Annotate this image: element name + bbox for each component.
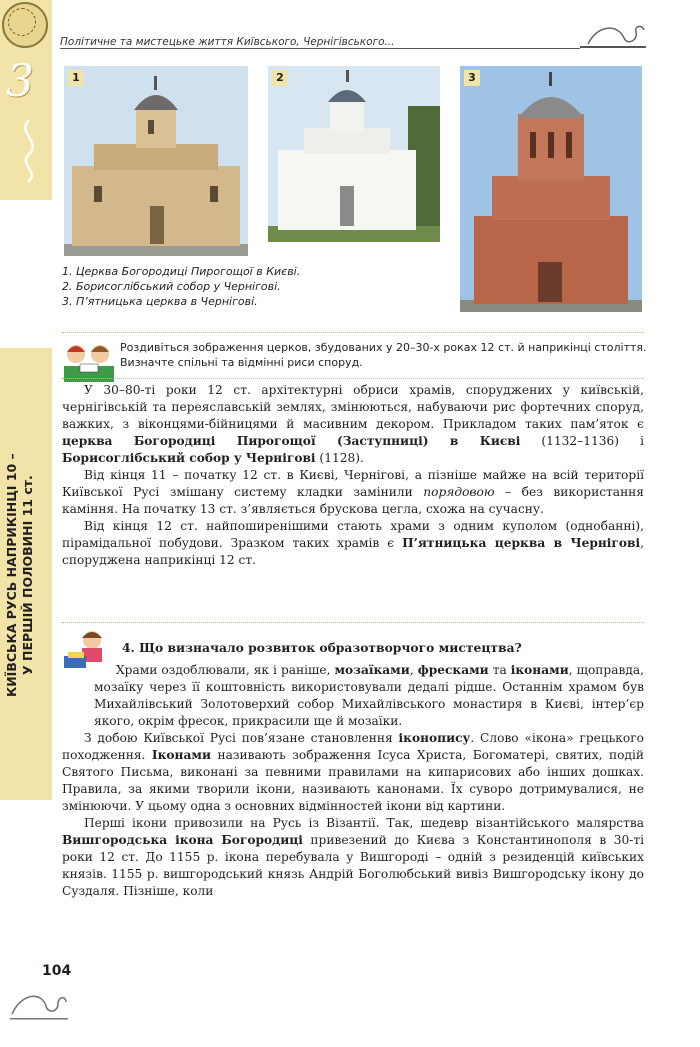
s4-paragraph-3 xyxy=(62,815,644,900)
figure-captions xyxy=(62,264,300,309)
p3-text-a: Від кінця 12 ст. найпоширенішими стають храми з одним куполом (однобанні), пірамідальної побудови. Зразком таких храмів є xyxy=(62,519,644,550)
sidebar-title-line2: У ПЕРШІЙ ПОЛОВИНІ 11 ст. xyxy=(20,475,35,675)
task-divider-top xyxy=(62,332,644,333)
p2-text-a: Від кінця 11 – початку 12 ст. в Києві, Чернігові, а пізніше майже на всій території Київської Русі змішану систему кладки замінили xyxy=(62,468,644,499)
s4-paragraph-2 xyxy=(62,730,644,815)
s4p1-bold-icons: іконами xyxy=(510,663,569,677)
paragraph-2 xyxy=(62,467,644,518)
sidebar-title-line1: КИЇВСЬКА РУСЬ НАПРИКІНЦІ 10 – xyxy=(4,453,19,697)
header-flourish-icon xyxy=(578,20,648,56)
photo-piatnytska-church xyxy=(460,66,642,312)
s4p2-text-c: . Слово «ікона» грецького походження. xyxy=(62,731,644,762)
s4p3-bold-vyshhorod-icon: Вишгородська ікона Богородиці xyxy=(62,833,303,847)
s4p3-text-a: Перші ікони привозили на Русь із Візантії. Так, шедевр візантійського малярства xyxy=(84,816,644,830)
s4p2-text-a: З добою Київської Русі пов’язане становлення xyxy=(84,731,399,745)
photo-borysohlibskyi-cathedral xyxy=(268,66,440,242)
section-heading: 4. Що визначало розвиток образотворчого мистецтва? xyxy=(122,640,522,655)
task-text: Роздивіться зображення церков, збудованих у 20–30-х роках 12 ст. й наприкінці століття. Визначте спільні та відмінні риси споруд. xyxy=(120,341,647,369)
caption-3: 3. П’ятницька церква в Чернігові. xyxy=(62,295,258,308)
s4-paragraph-1 xyxy=(62,662,644,730)
s4p3-text-c: привезений до Києва з Константинополя в 30-ті роки 12 ст. До 1155 р. ікона перебувала у Вишгороді – одній з резиденцій київських князів. 1155 р. вишгородський князь Андрій Боголюбський вивіз Вишгородську ікону до Суздаля. Пізніше, коли xyxy=(62,833,644,898)
s4p1-bold-frescoes: фресками xyxy=(417,663,489,677)
p1-bold-pyrohoshcha: церква Богородиці Пирогощої (Заступниці) в Києві xyxy=(62,434,521,448)
p2-text-b: – без використання каміння. На початку 13 ст. з’являється брускова цегла, схожа на сучасну. xyxy=(62,485,644,516)
paragraph-3 xyxy=(62,518,644,569)
s4p2-bold-iconopys: іконопису xyxy=(398,731,471,745)
emblem-inner-ring xyxy=(8,8,36,36)
s4p1-text-d: та xyxy=(488,663,511,677)
paragraph-1 xyxy=(62,382,644,467)
p1-text-d: (1128). xyxy=(315,451,364,465)
caption-2: 2. Борисоглібський собор у Чернігові. xyxy=(62,280,281,293)
s4p1-text-c: , xyxy=(409,663,418,677)
section-divider xyxy=(62,622,644,623)
page-number: 104 xyxy=(42,963,72,979)
p3-bold-piatnytska: П’ятницька церква в Чернігові xyxy=(402,536,641,550)
figure-badge-1: 1 xyxy=(68,70,84,86)
sidebar-title-text xyxy=(4,360,36,790)
s4p1-text-a: Храми оздоблювали, як і раніше, xyxy=(116,663,335,677)
chapter-number: 3 xyxy=(6,56,34,107)
sidebar-vertical-title xyxy=(4,360,48,790)
s4p2-bold-ikonamy: Іконами xyxy=(151,748,211,762)
s4p2-text-e: називають зображення Ісуса Христа, Богоматері, святих, подій Святого Письма, виконані за певними правилами на кипарисових або інших дошках. Правила, за якими творили ікони, називають канонами. Їх суворо дотримувалися, не змінюючи. У цьому одна з основних відмінностей ікони від картини. xyxy=(62,748,644,813)
figure-badge-3: 3 xyxy=(464,70,480,86)
caption-1: 1. Церква Богородиці Пирогощої в Києві. xyxy=(62,265,301,278)
task-divider-bottom xyxy=(62,378,644,379)
photo-pyrohoshcha-church xyxy=(64,66,248,256)
p1-bold-borysohlibskyi: Борисоглібський собор у Чернігові xyxy=(62,451,316,465)
s4p1-bold-mosaics: мозаїками xyxy=(334,663,410,677)
figure-badge-2: 2 xyxy=(272,70,288,86)
p3-text-c: , споруджена наприкінці 12 ст. xyxy=(62,536,644,567)
body-text-architecture xyxy=(62,382,644,569)
p1-text-a: У 30–80-ті роки 12 ст. архітектурні обриси храмів, споруджених у київській, чернігівській та переяславській землях, змінюються, набуваючи рис фортечних споруд, важких, з віконцями-бійницями й масивним декором. Прикладом таких пам’яток є xyxy=(62,383,644,431)
header-rule xyxy=(60,48,580,49)
p1-text-c: (1132–1136) і xyxy=(520,434,644,448)
footer-flourish-icon xyxy=(8,984,70,1024)
running-header: Політичне та мистецьке життя Київського, Чернігівського... xyxy=(60,36,395,48)
s4p1-text-e: , щоправда, мозаїку через її коштовність використовували дедалі рідше. Останнім храмом був Михайлівський Золотоверхий собор Михайлівського монастиря в Києві, інтер’єр якого, окрім фресок, прикрасили ще й мозаїки. xyxy=(94,663,644,728)
p2-italic-poriadova: порядовою xyxy=(423,485,495,499)
body-text-fine-arts xyxy=(62,662,644,900)
ornament-icon xyxy=(14,118,44,184)
